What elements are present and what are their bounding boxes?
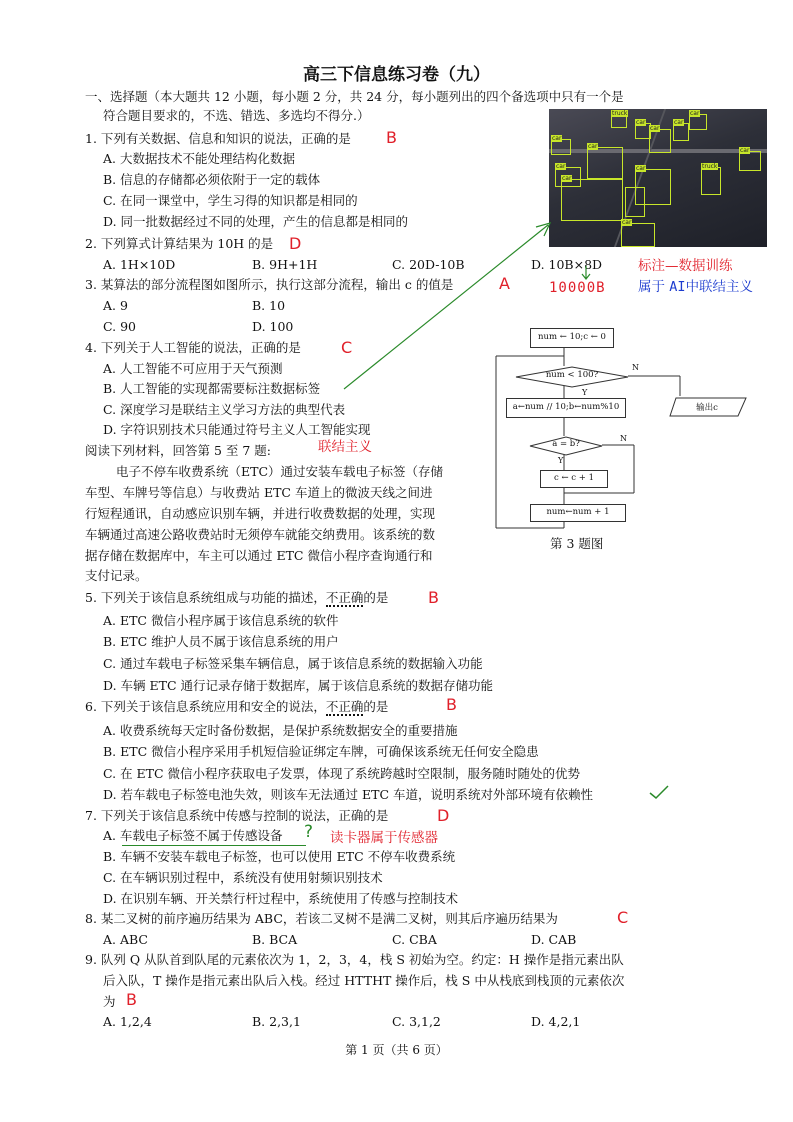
section-header: 一、选择题（本大题共 12 小题，每小题 2 分，共 24 分，每小题列出的四个备选项中只有一个是 bbox=[85, 89, 624, 104]
note-reader-sensor: 读卡器属于传感器 bbox=[330, 830, 438, 846]
q8-option-a: A. ABC bbox=[103, 932, 148, 947]
q9-option-b: B. 2,3,1 bbox=[252, 1014, 301, 1029]
q7-option-c: C. 在车辆识别过程中，系统没有使用射频识别技术 bbox=[103, 870, 383, 885]
flowchart-cond2: a = b? bbox=[552, 439, 580, 449]
note-binary-result: 10000B bbox=[549, 280, 606, 296]
reading-line-2: 车型、车牌号等信息）与收费站 ETC 车道上的微波天线之间进 bbox=[85, 485, 433, 500]
q5-option-b: B. ETC 维护人员不属于该信息系统的用户 bbox=[103, 634, 339, 649]
q1-option-d: D. 同一批数据经过不同的处理，产生的信息都是相同的 bbox=[103, 214, 409, 229]
section-header-cont: 符合题目要求的，不选、错选、多选均不得分.） bbox=[103, 108, 370, 123]
q7-answer: D bbox=[437, 806, 450, 825]
q3-option-b: B. 10 bbox=[252, 298, 286, 313]
flowchart-init: num ← 10;c ← 0 bbox=[530, 328, 614, 348]
q1-option-b: B. 信息的存储都必须依附于一定的载体 bbox=[103, 172, 321, 187]
q5-stem: 5. 下列关于该信息系统组成与功能的描述，不正确的是 bbox=[85, 590, 389, 605]
detection-label: truck bbox=[612, 110, 628, 117]
q8-option-c: C. CBA bbox=[392, 932, 437, 947]
q8-option-d: D. CAB bbox=[531, 932, 577, 947]
q9-option-a: A. 1,2,4 bbox=[103, 1014, 152, 1029]
traffic-detection-image bbox=[549, 109, 767, 247]
detection-label: car bbox=[674, 119, 684, 126]
q7-stem: 7. 下列关于该信息系统中传感与控制的说法，正确的是 bbox=[85, 808, 389, 823]
reading-line-1: 电子不停车收费系统（ETC）通过安装车载电子标签（存储 bbox=[116, 464, 444, 479]
checkmark-icon bbox=[648, 784, 670, 800]
q6-stem: 6. 下列关于该信息系统应用和安全的说法，不正确的是 bbox=[85, 699, 389, 714]
q7-option-d: D. 在识别车辆、开关禁行杆过程中，系统使用了传感与控制技术 bbox=[103, 891, 459, 906]
q9-stem-line-2: 后入队，T 操作是指元素出队后入栈。经过 HTTHT 操作后，栈 S 中从栈底到栈顶的元素依次 bbox=[103, 973, 625, 988]
q5-answer: B bbox=[428, 588, 439, 607]
q9-stem-line-3: 为 bbox=[103, 994, 116, 1009]
q5-option-c: C. 通过车载电子标签采集车辆信息，属于该信息系统的数据输入功能 bbox=[103, 656, 483, 671]
detection-label: car bbox=[690, 110, 700, 117]
q2-option-b: B. 9H+1H bbox=[252, 257, 318, 272]
q9-option-d: D. 4,2,1 bbox=[531, 1014, 581, 1029]
page-title: 高三下信息练习卷（九） bbox=[303, 65, 490, 85]
q9-stem-line-1: 9. 队列 Q 从队首到队尾的元素依次为 1，2，3，4，栈 S 初始为空。约定：H 操作是指元素出队 bbox=[85, 952, 624, 967]
q4-option-c: C. 深度学习是联结主义学习方法的典型代表 bbox=[103, 402, 346, 417]
q4-answer: C bbox=[341, 338, 353, 357]
q5-option-a: A. ETC 微信小程序属于该信息系统的软件 bbox=[103, 613, 339, 628]
detection-label: car bbox=[588, 143, 598, 150]
detection-label: car bbox=[622, 219, 632, 226]
reading-line-6: 支付记录。 bbox=[85, 568, 148, 583]
detection-label: car bbox=[556, 163, 566, 170]
note-connectionism-ai: 属于 AI中联结主义 bbox=[638, 279, 754, 295]
q6-emphasis: 不正确 bbox=[325, 699, 364, 714]
q9-option-c: C. 3,1,2 bbox=[392, 1014, 441, 1029]
q6-option-b: B. ETC 微信小程序采用手机短信验证绑定车牌，可确保该系统无任何安全隐患 bbox=[103, 744, 539, 759]
q6-answer: B bbox=[446, 695, 457, 714]
flowchart-n-2: N bbox=[620, 434, 627, 443]
flowchart-y-1: Y bbox=[582, 388, 588, 397]
q7-option-b: B. 车辆不安装车载电子标签，也可以使用 ETC 不停车收费系统 bbox=[103, 849, 456, 864]
q2-option-a: A. 1H×10D bbox=[103, 257, 176, 272]
q2-option-c: C. 20D-10B bbox=[392, 257, 465, 272]
q4-option-a: A. 人工智能不可应用于天气预测 bbox=[103, 361, 283, 376]
q5-emphasis: 不正确 bbox=[325, 590, 364, 605]
q1-option-a: A. 大数据技术不能处理结构化数据 bbox=[103, 151, 295, 166]
flowchart-process: a←num // 10;b←num%10 bbox=[506, 398, 626, 418]
detection-label: car bbox=[740, 147, 750, 154]
q1-option-c: C. 在同一课堂中，学生习得的知识都是相同的 bbox=[103, 193, 358, 208]
reading-line-5: 据存储在数据库中，车主可以通过 ETC 微信小程序查询通行和 bbox=[85, 548, 433, 563]
flowchart-caption: 第 3 题图 bbox=[550, 536, 604, 551]
detection-box bbox=[701, 167, 721, 195]
detection-label: truck bbox=[702, 163, 718, 170]
detection-box bbox=[587, 147, 623, 179]
detection-label: car bbox=[562, 175, 572, 182]
detection-box bbox=[739, 151, 761, 171]
q3-option-c: C. 90 bbox=[103, 319, 136, 334]
q2-option-d: D. 10B×8D bbox=[531, 257, 603, 272]
q7-underline bbox=[122, 845, 306, 846]
q3-stem: 3. 某算法的部分流程图如图所示，执行这部分流程，输出 c 的值是 bbox=[85, 277, 454, 292]
flowchart-inc-num: num←num + 1 bbox=[530, 504, 626, 522]
detection-label: car bbox=[552, 135, 562, 142]
q6-option-a: A. 收费系统每天定时备份数据，是保护系统数据安全的重要措施 bbox=[103, 723, 458, 738]
q6-option-c: C. 在 ETC 微信小程序获取电子发票，体现了系统跨越时空限制，服务随时随处的优势 bbox=[103, 766, 581, 781]
detection-label: car bbox=[650, 125, 660, 132]
q9-answer: B bbox=[126, 990, 137, 1009]
flowchart-output: 输出c bbox=[696, 403, 718, 413]
flowchart-inc-c: c ← c + 1 bbox=[540, 470, 608, 488]
detection-box bbox=[561, 179, 623, 221]
flowchart-y-2: Y bbox=[558, 456, 564, 465]
q6-option-d: D. 若车载电子标签电池失效，则该车无法通过 ETC 车道，说明系统对外部环境有依赖性 bbox=[103, 787, 593, 802]
q2-answer: D bbox=[289, 234, 302, 253]
reading-line-4: 车辆通过高速公路收费站时无须停车就能交纳费用。该系统的数 bbox=[85, 527, 436, 542]
detection-label: car bbox=[636, 119, 646, 126]
q2-stem: 2. 下列算式计算结果为 10H 的是 bbox=[85, 236, 274, 251]
note-connectionism: 联结主义 bbox=[318, 439, 372, 455]
q8-option-b: B. BCA bbox=[252, 932, 298, 947]
q5-option-d: D. 车辆 ETC 通行记录存储于数据库，属于该信息系统的数据存储功能 bbox=[103, 678, 493, 693]
q4-option-b: B. 人工智能的实现都需要标注数据标签 bbox=[103, 381, 321, 396]
flowchart-cond1: num < 100? bbox=[545, 370, 599, 380]
flowchart-n-1: N bbox=[632, 363, 639, 372]
q7-option-a: A. 车载电子标签不属于传感设备 bbox=[103, 828, 283, 843]
reading-intro: 阅读下列材料，回答第 5 至 7 题: bbox=[85, 443, 272, 458]
q7-question-mark: ? bbox=[304, 822, 314, 842]
q3-option-d: D. 100 bbox=[252, 319, 294, 334]
note-label-training: 标注—数据训练 bbox=[638, 258, 733, 274]
down-arrow-icon bbox=[580, 266, 592, 282]
q3-answer: A bbox=[499, 274, 510, 293]
q4-option-d: D. 字符识别技术只能通过符号主义人工智能实现 bbox=[103, 422, 371, 437]
q1-answer: B bbox=[386, 128, 397, 147]
detection-box bbox=[621, 223, 655, 247]
page-footer: 第 1 页（共 6 页） bbox=[345, 1043, 448, 1057]
detection-label: car bbox=[636, 165, 646, 172]
q4-stem: 4. 下列关于人工智能的说法，正确的是 bbox=[85, 340, 301, 355]
detection-box bbox=[625, 187, 645, 217]
detection-box bbox=[649, 129, 671, 153]
q3-option-a: A. 9 bbox=[103, 298, 128, 313]
q8-answer: C bbox=[617, 908, 629, 927]
q1-stem: 1. 下列有关数据、信息和知识的说法，正确的是 bbox=[85, 131, 351, 146]
q8-stem: 8. 某二叉树的前序遍历结果为 ABC，若该二叉树不是满二叉树，则其后序遍历结果为 bbox=[85, 911, 558, 926]
reading-line-3: 行短程通讯，自动感应识别车辆，并进行收费数据的处理，实现 bbox=[85, 506, 436, 521]
